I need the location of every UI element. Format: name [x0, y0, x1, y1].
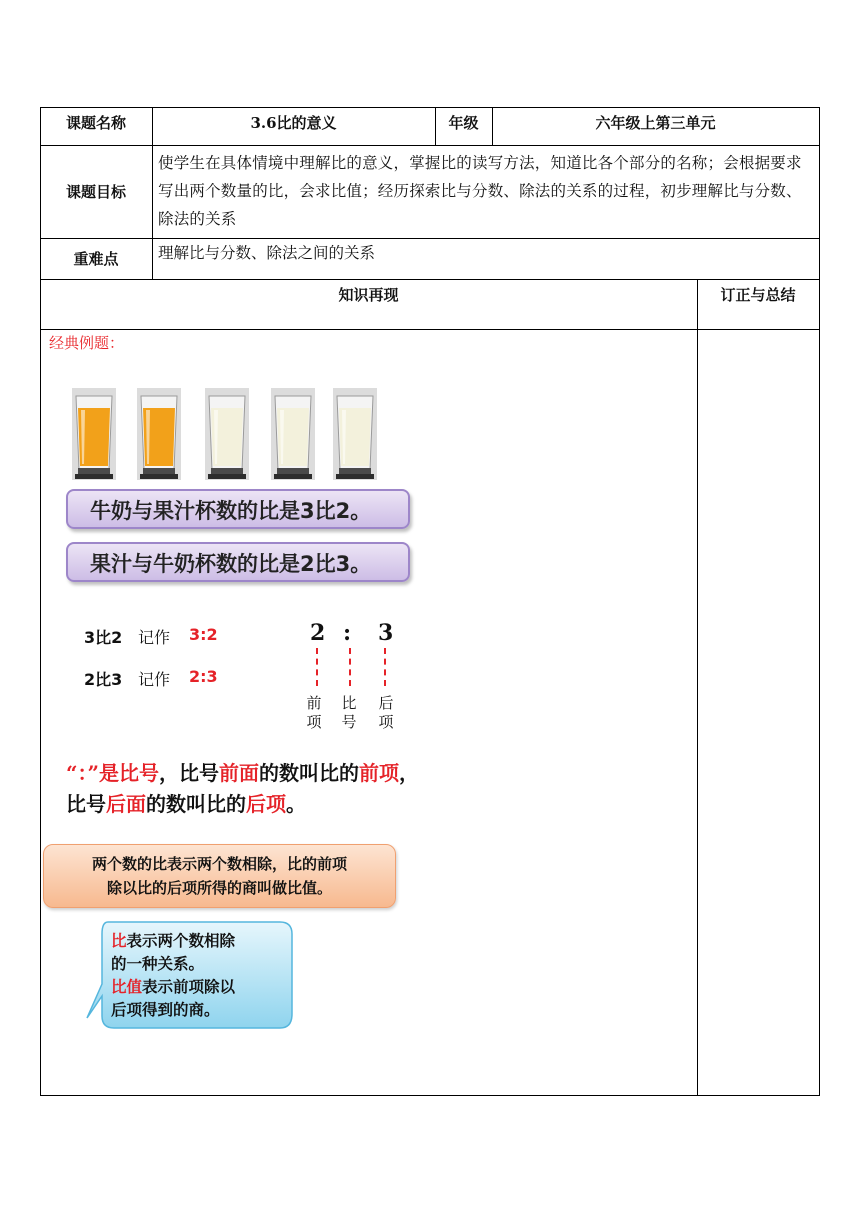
- notation-ratio-2: 2比3: [84, 670, 123, 689]
- colon-sign-label: 比号: [341, 694, 357, 731]
- diagram-colon: :: [343, 620, 352, 646]
- definition-line-2: 除以比的后项所得的商叫做比值。: [106, 879, 332, 897]
- back-term-label: 后项: [378, 694, 394, 731]
- ratio-value-definition: [43, 844, 396, 908]
- example-label: 经典例题：: [49, 334, 125, 352]
- milk-glass: [271, 388, 315, 480]
- milk-glass: [205, 388, 249, 480]
- diagram-back-number: 3: [378, 620, 394, 646]
- knowledge-header: 知识再现: [338, 286, 399, 304]
- objective-label: 课题目标: [65, 183, 126, 201]
- summary-header: 订正与总结: [720, 286, 796, 304]
- definition-line-1: 两个数的比表示两个数相除，比的前项: [91, 855, 347, 873]
- topic-label: 课题名称: [65, 113, 126, 132]
- ratio-parts-explanation: “：”是比号，比号前面的数叫比的前项，比号后面的数叫比的后项。: [66, 761, 420, 816]
- juice-glass: [72, 388, 116, 480]
- notation-value-1: 3:2: [189, 625, 218, 644]
- milk-glass: [333, 388, 377, 480]
- notation-word-2: 记作: [138, 670, 171, 689]
- notation-value-2: 2:3: [189, 667, 218, 686]
- front-dashed-line: [316, 648, 318, 686]
- bubble-text: 比表示两个数相除 的一种关系。 比值表示前项除以 后项得到的商。: [111, 932, 236, 1019]
- juice-glass: [137, 388, 181, 480]
- notation-ratio-1: 3比2: [84, 628, 123, 647]
- diagram-front-number: 2: [310, 620, 326, 646]
- colon-dashed-line: [349, 648, 351, 686]
- grade-value: 六年级上第三单元: [595, 113, 716, 132]
- grade-label: 年级: [448, 113, 479, 132]
- notation-word-1: 记作: [138, 628, 171, 647]
- topic-value: 3.6比的意义: [250, 113, 337, 132]
- front-term-label: 前项: [306, 694, 322, 731]
- key-point-text: 理解比与分数、除法之间的关系: [158, 244, 376, 262]
- back-dashed-line: [384, 648, 386, 686]
- ratio-banner-milk-juice: 牛奶与果汁杯数的比是3比2。: [66, 489, 410, 529]
- key-point-label: 重难点: [73, 250, 119, 268]
- objective-text: 使学生在具体情境中理解比的意义，掌握比的读写方法，知道比各个部分的名称；会根据要求写出两个数量的比，会求比值；经历探索比与分数、除法的关系的过程，初步理解比与分数、除法的关系: [158, 154, 802, 228]
- ratio-banner-juice-milk: 果汁与牛奶杯数的比是2比3。: [66, 542, 410, 582]
